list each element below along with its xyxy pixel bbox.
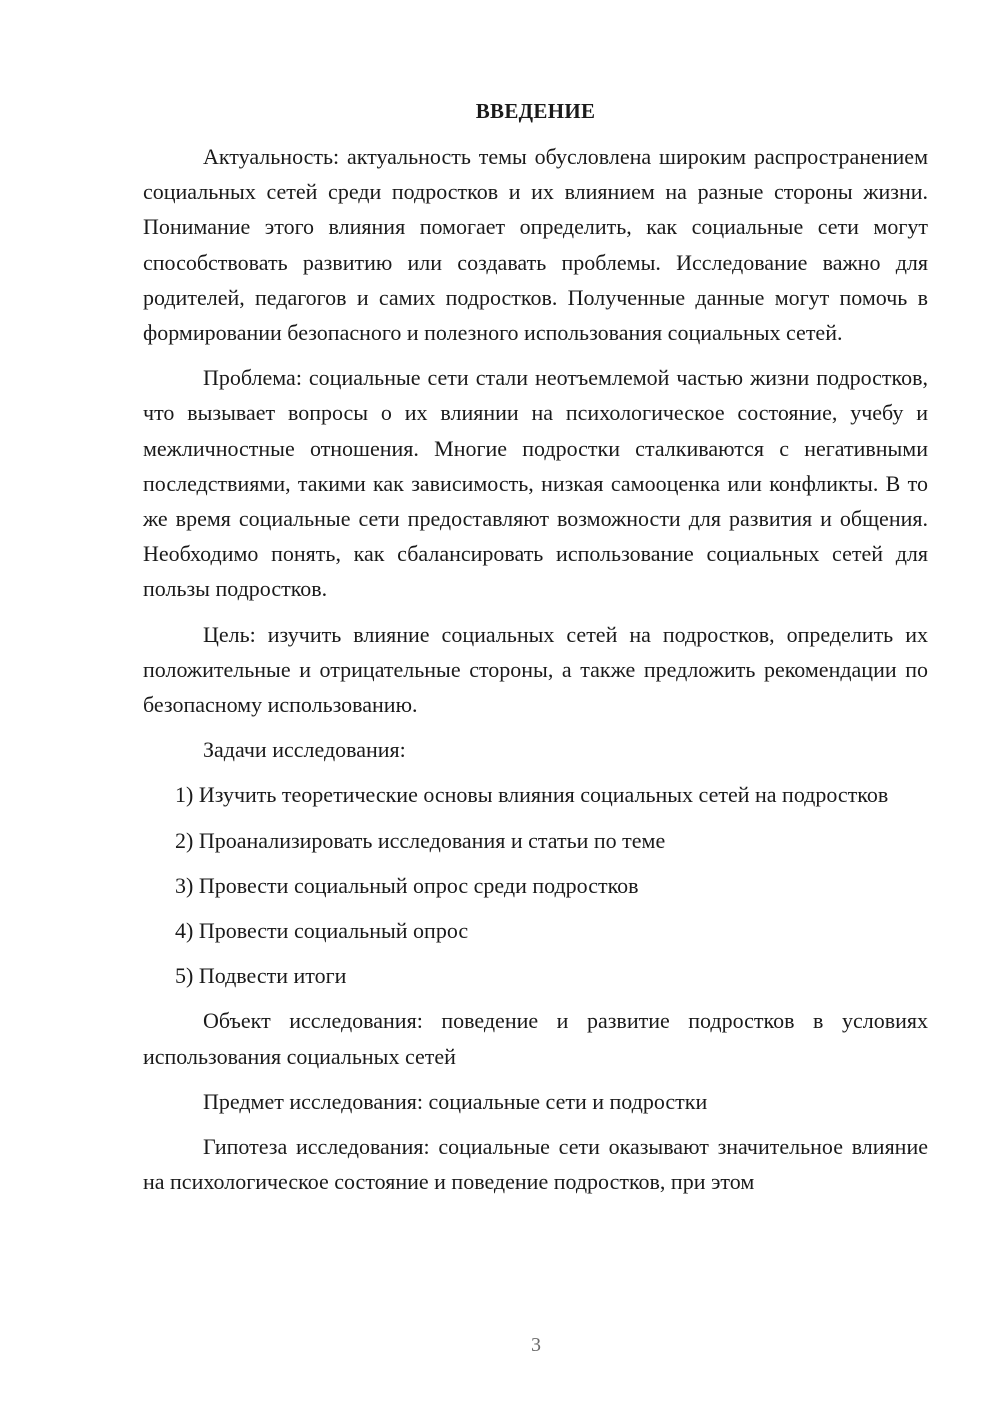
page-number: 3 — [531, 1334, 541, 1356]
task-item: 1) Изучить теоретические основы влияния социальных сетей на подростков — [175, 782, 889, 808]
task-item: 5) Подвести итоги — [175, 963, 347, 989]
page-title: ВВЕДЕНИЕ — [475, 99, 596, 123]
task-item: 4) Провести социальный опрос — [175, 918, 469, 944]
page-content — [143, 95, 928, 1209]
task-item: 3) Провести социальный опрос среди подростков — [175, 872, 639, 898]
paragraph-object: Объект исследования: поведение и развитие подростков в условиях использования социальных сетей — [143, 1008, 928, 1069]
task-item: 2) Проанализировать исследования и статьи по теме — [175, 827, 666, 853]
paragraph-problem: Проблема: социальные сети стали неотъемлемой частью жизни подростков, что вызывает вопросы о их влиянии на психологическое состояние, учебу и межличностные отношения. Многие подростки сталкиваются с негативными последствиями, такими как зависимость, низкая самооценка или конфликты. В то же время социальные сети предоставляют возможности для развития и общения. Необходимо понять, как сбалансировать использование социальных сетей для пользы подростков. — [143, 365, 928, 602]
paragraph-tasks-heading: Задачи исследования: — [203, 737, 406, 763]
paragraph-goal: Цель: изучить влияние социальных сетей на подростков, определить их положительные и отрицательные стороны, а также предложить рекомендации по безопасному использованию. — [143, 621, 928, 718]
paragraph-subject: Предмет исследования: социальные сети и подростки — [203, 1088, 708, 1114]
paragraph-relevance: Актуальность: актуальность темы обусловлена широким распространением социальных сетей среди подростков и их влиянием на разные стороны жизни. Понимание этого влияния помогает определить, как социальные сети могут способствовать развитию или создавать проблемы. Исследование важно для родителей, педагогов и самих подростков. Полученные данные могут помочь в формировании безопасного и полезного использования социальных сетей. — [143, 144, 928, 346]
paragraph-hypothesis: Гипотеза исследования: социальные сети оказывают значительное влияние на психологическое состояние и поведение подростков, при этом — [143, 1134, 928, 1195]
